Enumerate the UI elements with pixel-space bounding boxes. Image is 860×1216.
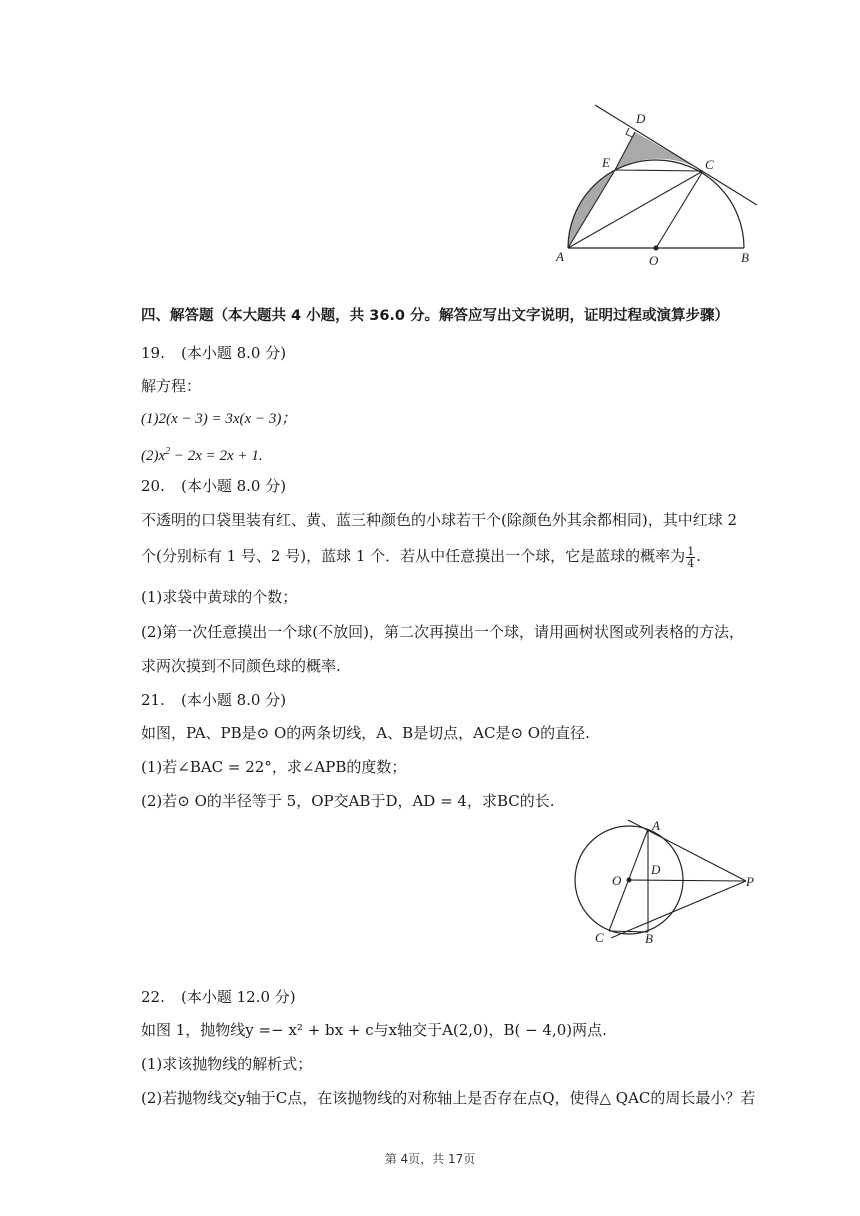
q20-part1: (1)求袋中黄球的个数； xyxy=(141,588,298,606)
q20-line2 xyxy=(141,546,701,569)
q22-score: (本小题 12.0 分) xyxy=(181,988,296,1006)
q20-score: (本小题 8.0 分) xyxy=(181,477,287,495)
q20-probability-fraction xyxy=(686,546,695,569)
page-footer: 第 4页，共 17页 xyxy=(384,1152,476,1166)
q21-header xyxy=(141,690,286,710)
segment-ec xyxy=(615,170,703,171)
q22-line1: 如图 1，抛物线y =− x² + bx + c与x轴交于A(2,0)，B( − 4,0)两点. xyxy=(141,1021,607,1039)
q20-part2-line1: (2)第一次任意摸出一个球(不放回)，第二次再摸出一个球，请用画树状图或列表格的方法， xyxy=(141,623,744,641)
q20-number: 20. xyxy=(141,477,165,495)
segment-op xyxy=(629,880,746,881)
tangent-pa xyxy=(628,820,746,881)
label-c: C xyxy=(595,930,604,945)
q22-part1: (1)求该抛物线的解析式； xyxy=(141,1055,313,1073)
fraction-numerator: 1 xyxy=(687,545,695,558)
circle-tangents-figure xyxy=(566,812,766,950)
label-c: C xyxy=(705,157,714,172)
q22-header xyxy=(141,987,296,1007)
q21-part2: (2)若⊙ O的半径等于 5，OP交AB于D，AD = 4，求BC的长. xyxy=(141,792,555,810)
q21-number: 21. xyxy=(141,691,165,709)
q19-number: 19. xyxy=(141,344,165,362)
segment-oc xyxy=(656,171,703,248)
q20-line1: 不透明的口袋里装有红、黄、蓝三种颜色的小球若干个(除颜色外其余都相同)，其中红球 2 xyxy=(141,511,738,529)
q20-header xyxy=(141,476,286,496)
center-point-o xyxy=(627,878,632,883)
label-d: D xyxy=(636,111,646,126)
segment-ae xyxy=(568,170,615,248)
q19-score: (本小题 8.0 分) xyxy=(181,344,287,362)
q19-prompt: 解方程： xyxy=(141,377,202,395)
tangent-line xyxy=(595,105,757,205)
fraction-denominator: 4 xyxy=(687,557,695,570)
label-a: A xyxy=(556,249,564,264)
label-a: A xyxy=(652,818,660,833)
q20-line2-post: . xyxy=(696,547,701,565)
q22-part2: (2)若抛物线交y轴于C点，在该抛物线的对称轴上是否存在点Q，使得△ QAC的周长最小？若 xyxy=(141,1089,756,1107)
right-angle-mark xyxy=(626,128,632,137)
q20-part2-line2: 求两次摸到不同颜色球的概率. xyxy=(141,657,341,675)
label-p: P xyxy=(746,874,754,889)
shaded-region-dec xyxy=(615,132,703,171)
q19-part1: (1)2(x − 3) = 3x(x − 3)； xyxy=(141,411,297,427)
label-b: B xyxy=(645,931,653,946)
q21-score: (本小题 8.0 分) xyxy=(181,691,287,709)
q19-part2 xyxy=(141,442,263,466)
label-b: B xyxy=(741,250,749,265)
tangent-pb xyxy=(611,881,746,938)
q22-number: 22. xyxy=(141,988,165,1006)
label-o: O xyxy=(649,253,659,268)
q19-part2-exponent: 2 xyxy=(165,446,171,457)
q19-part2-post: − 2x = 2x + 1. xyxy=(170,448,263,464)
label-o: O xyxy=(612,873,622,888)
q19-part2-pre: (2)x xyxy=(141,448,166,464)
q19-header xyxy=(141,343,286,363)
semicircle-tangent-figure xyxy=(550,95,770,275)
q21-line1: 如图，PA、PB是⊙ O的两条切线，A、B是切点，AC是⊙ O的直径. xyxy=(141,724,590,742)
center-point-o xyxy=(654,246,659,251)
q21-part1: (1)若∠BAC = 22°，求∠APB的度数； xyxy=(141,758,407,776)
label-d: D xyxy=(651,862,661,877)
label-e: E xyxy=(602,155,610,170)
q20-line2-pre: 个(分别标有 1 号、2 号)，蓝球 1 个．若从中任意摸出一个球，它是蓝球的概率为 xyxy=(141,547,686,565)
section-heading: 四、解答题（本大题共 4 小题，共 36.0 分。解答应写出文字说明，证明过程或演算步骤） xyxy=(141,308,730,324)
